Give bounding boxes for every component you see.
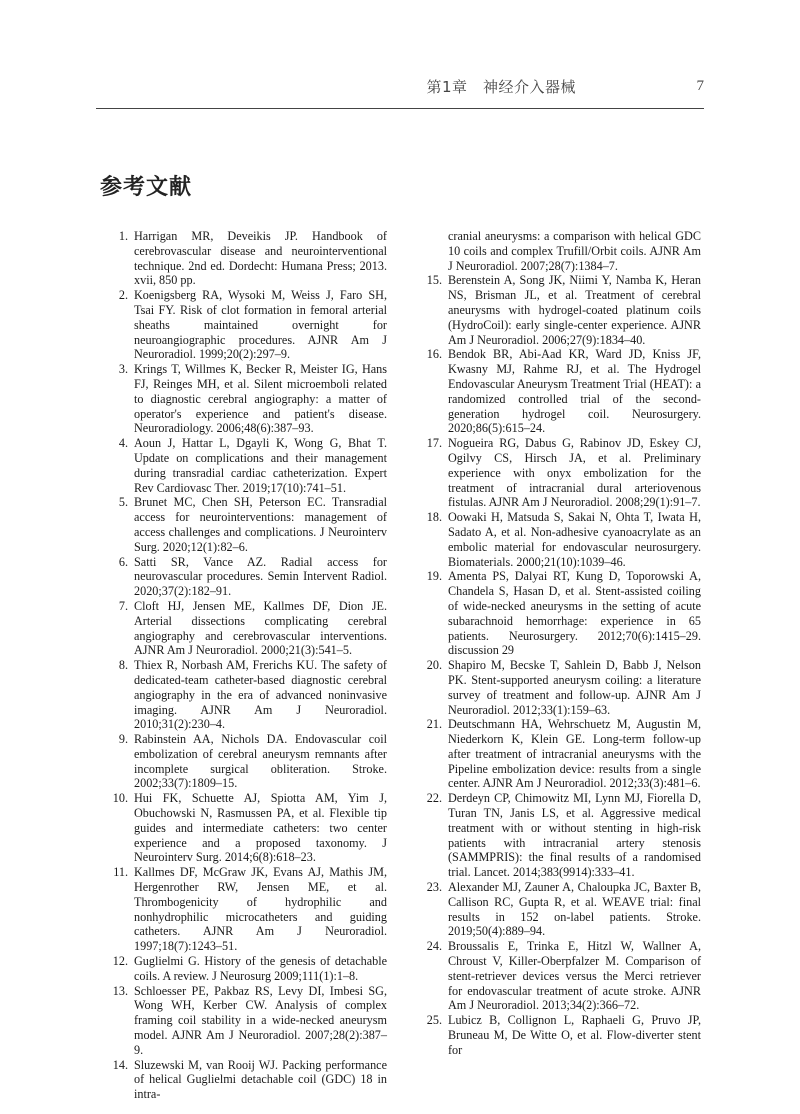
reference-number: 23. bbox=[426, 880, 442, 895]
reference-text: Bendok BR, Abi-Aad KR, Ward JD, Kniss JF, Kwasny MJ, Rahme RJ, et al. The Hydrogel Endovascular Aneurysm Treatment Trial (HEAT): a randomized controlled trial of the second-generation hydrogel coil. Neurosurgery. 2020;86(5):615–24. bbox=[448, 347, 701, 436]
reference-number: 16. bbox=[426, 347, 442, 362]
reference-item bbox=[106, 791, 387, 865]
reference-item bbox=[420, 569, 701, 658]
reference-text: Thiex R, Norbash AM, Frerichs KU. The safety of dedicated-team catheter-based diagnostic cerebral angiography in the era of advanced noninvasive imaging. AJNR Am J Neuroradiol. 2010;31(2):230–4. bbox=[134, 658, 387, 732]
reference-text: Aoun J, Hattar L, Dgayli K, Wong G, Bhat T. Update on complications and their management during transradial cardiac catheterization. Expert Rev Cardiovasc Ther. 2019;17(10):741–51. bbox=[134, 436, 387, 495]
reference-text: Rabinstein AA, Nichols DA. Endovascular coil embolization of cerebral aneurysm remnants after incomplete surgical obliteration. Stroke. 2002;33(7):1809–15. bbox=[134, 732, 387, 791]
reference-item bbox=[420, 791, 701, 880]
reference-item bbox=[420, 717, 701, 791]
reference-item bbox=[420, 880, 701, 939]
reference-item bbox=[106, 865, 387, 954]
reference-item bbox=[106, 229, 387, 288]
page-header bbox=[96, 70, 704, 109]
reference-number: 9. bbox=[118, 732, 128, 747]
reference-number: 7. bbox=[118, 598, 128, 613]
reference-text: Broussalis E, Trinka E, Hitzl W, Wallner A, Chroust V, Killer-Oberpfalzer M. Comparison of stent-retriever devices versus the Merci retriever for endovascular treatment of acute stroke. AJNR Am J Neuroradiol. 2013;34(2):366–72. bbox=[448, 939, 701, 1013]
reference-item bbox=[106, 362, 387, 436]
reference-text: Oowaki H, Matsuda S, Sakai N, Ohta T, Iwata H, Sadato A, et al. Non-adhesive cyanoacrylate as an embolic material for endovascular neurosurgery. Biomaterials. 2000;21(10):1039–46. bbox=[448, 510, 701, 569]
reference-item bbox=[106, 288, 387, 362]
reference-item bbox=[106, 1058, 387, 1102]
reference-text: Shapiro M, Becske T, Sahlein D, Babb J, Nelson PK. Stent-supported aneurysm coiling: a literature survey of treatment and follow-up. AJNR Am J Neuroradiol. 2012;33(1):159–63. bbox=[448, 658, 701, 717]
reference-text: Satti SR, Vance AZ. Radial access for neurovascular procedures. Semin Intervent Radiol. 2020;37(2):182–91. bbox=[134, 554, 387, 599]
reference-item bbox=[420, 658, 701, 717]
reference-text: Schloesser PE, Pakbaz RS, Levy DI, Imbesi SG, Wong WH, Kerber CW. Analysis of complex framing coil stability in a wide-necked aneurysm model. AJNR Am J Neuroradiol. 2007;28(2):387–9. bbox=[134, 983, 387, 1057]
reference-item bbox=[106, 658, 387, 732]
references-right-column bbox=[420, 229, 701, 1058]
reference-item bbox=[106, 732, 387, 791]
reference-item bbox=[420, 273, 701, 347]
reference-number: 1. bbox=[118, 229, 128, 243]
reference-number: 19. bbox=[426, 569, 442, 584]
reference-continuation: cranial aneurysms: a comparison with helical GDC 10 coils and complex Trufill/Orbit coils. AJNR Am J Neuroradiol. 2007;28(7):1384–7. bbox=[448, 229, 701, 273]
reference-text: Brunet MC, Chen SH, Peterson EC. Transradial access for neurointerventions: management of access challenges and complications. J Neurointerv Surg. 2020;12(1):82–6. bbox=[134, 495, 387, 554]
reference-item bbox=[420, 510, 701, 569]
reference-item bbox=[420, 1013, 701, 1057]
reference-item bbox=[106, 954, 387, 984]
reference-text: Cloft HJ, Jensen ME, Kallmes DF, Dion JE. Arterial dissections complicating cerebral angiography and cerebrovascular interventions. AJNR Am J Neuroradiol. 2000;21(3):541–5. bbox=[134, 598, 387, 658]
reference-number: 6. bbox=[118, 554, 128, 569]
reference-item bbox=[420, 347, 701, 436]
reference-number: 14. bbox=[112, 1057, 128, 1072]
reference-text: Alexander MJ, Zauner A, Chaloupka JC, Baxter B, Callison RC, Gupta R, et al. WEAVE trial: final results in 152 on-label patients. Stroke. 2019;50(4):889–94. bbox=[448, 880, 701, 939]
reference-item bbox=[106, 495, 387, 554]
reference-number: 17. bbox=[426, 436, 442, 451]
reference-number: 24. bbox=[426, 939, 442, 954]
reference-text: Derdeyn CP, Chimowitz MI, Lynn MJ, Fiorella D, Turan TN, Janis LS, et al. Aggressive medical treatment with or without stenting in high-risk patients with intracranial artery stenosis (SAMMPRIS): the final results of a randomised trial. Lancet. 2014;383(9914):333–41. bbox=[448, 791, 701, 880]
reference-text: Kallmes DF, McGraw JK, Evans AJ, Mathis JM, Hergenrother RW, Jensen ME, et al. Thrombogenicity of hydrophilic and nonhydrophilic microcatheters and guiding catheters. AJNR Am J Neuroradiol. 1997;18(7):1243–51. bbox=[134, 865, 387, 954]
reference-number: 12. bbox=[112, 954, 128, 969]
reference-number: 4. bbox=[118, 436, 128, 451]
reference-text: Krings T, Willmes K, Becker R, Meister IG, Hans FJ, Reinges MH, et al. Silent microemboli related to diagnostic cerebral angiography: a matter of operator's experience and patient's disease. Neuroradiology. 2006;48(6):387–93. bbox=[134, 362, 387, 436]
reference-number: 15. bbox=[426, 273, 442, 288]
references-left-column bbox=[106, 229, 387, 1102]
reference-item bbox=[420, 436, 701, 510]
reference-text: Sluzewski M, van Rooij WJ. Packing performance of helical Guglielmi detachable coil (GDC) 18 in intra- bbox=[134, 1057, 387, 1102]
reference-text: Harrigan MR, Deveikis JP. Handbook of cerebrovascular disease and neurointerventional technique. 2nd ed. Dordecht: Humana Press; 2013. xvii, 850 pp. bbox=[134, 229, 387, 288]
reference-number: 21. bbox=[426, 717, 442, 732]
reference-text: Deutschmann HA, Wehrschuetz M, Augustin M, Niederkorn K, Klein GE. Long-term follow-up after treatment of intracranial aneurysms with the Pipeline embolization device: results from a single center. AJNR Am J Neuroradiol. 2012;33(3):481–6. bbox=[448, 717, 701, 791]
reference-item bbox=[106, 555, 387, 599]
reference-text: Hui FK, Schuette AJ, Spiotta AM, Yim J, Obuchowski N, Rasmussen PA, et al. Flexible tip guides and intermediate catheters: two center experience and a proposed taxonomy. J Neurointerv Surg. 2014;6(8):618–23. bbox=[134, 791, 387, 865]
reference-number: 20. bbox=[426, 658, 442, 673]
reference-text: Berenstein A, Song JK, Niimi Y, Namba K, Heran NS, Brisman JL, et al. Treatment of cerebral aneurysms with hydrogel-coated platinum coils (HydroCoil): early single-center experience. AJNR Am J Neuroradiol. 2006;27(9):1834–40. bbox=[448, 273, 701, 347]
reference-item bbox=[106, 436, 387, 495]
reference-number: 2. bbox=[118, 288, 128, 303]
reference-number: 5. bbox=[118, 495, 128, 510]
reference-text: Nogueira RG, Dabus G, Rabinov JD, Eskey CJ, Ogilvy CS, Hirsch JA, et al. Preliminary experience with onyx embolization for the treatment of intracranial dural arteriovenous fistulas. AJNR Am J Neuroradiol. 2008;29(1):91–7. bbox=[448, 436, 701, 510]
reference-number: 13. bbox=[112, 983, 128, 998]
section-title: 参考文献 bbox=[100, 175, 193, 200]
reference-text: Lubicz B, Collignon L, Raphaeli G, Pruvo JP, Bruneau M, De Witte O, et al. Flow-diverter stent for bbox=[448, 1013, 701, 1057]
page-number: 7 bbox=[696, 78, 704, 94]
reference-text: Amenta PS, Dalyai RT, Kung D, Toporowski A, Chandela S, Hasan D, et al. Stent-assisted coiling of wide-necked aneurysms in the setting of acute subarachnoid hemorrhage: experience in 65 patients. Neurosurgery. 2012;70(6):1415–29. discussion 29 bbox=[448, 569, 701, 658]
reference-number: 22. bbox=[426, 791, 442, 806]
reference-number: 25. bbox=[426, 1013, 442, 1028]
reference-text: Guglielmi G. History of the genesis of detachable coils. A review. J Neurosurg 2009;111(1):1–8. bbox=[134, 954, 387, 983]
reference-number: 18. bbox=[426, 510, 442, 525]
reference-number: 10. bbox=[112, 791, 128, 806]
chapter-title: 第1章 神经介入器械 bbox=[426, 78, 576, 96]
reference-number: 8. bbox=[118, 658, 128, 673]
reference-item bbox=[106, 984, 387, 1058]
reference-text: Koenigsberg RA, Wysoki M, Weiss J, Faro SH, Tsai FY. Risk of clot formation in femoral arterial sheaths maintained overnight for neuroangiographic procedures. AJNR Am J Neuroradiol. 1999;20(2):297–9. bbox=[134, 288, 387, 362]
reference-number: 11. bbox=[113, 865, 128, 880]
reference-item bbox=[420, 939, 701, 1013]
reference-number: 3. bbox=[118, 362, 128, 377]
reference-item bbox=[106, 599, 387, 658]
